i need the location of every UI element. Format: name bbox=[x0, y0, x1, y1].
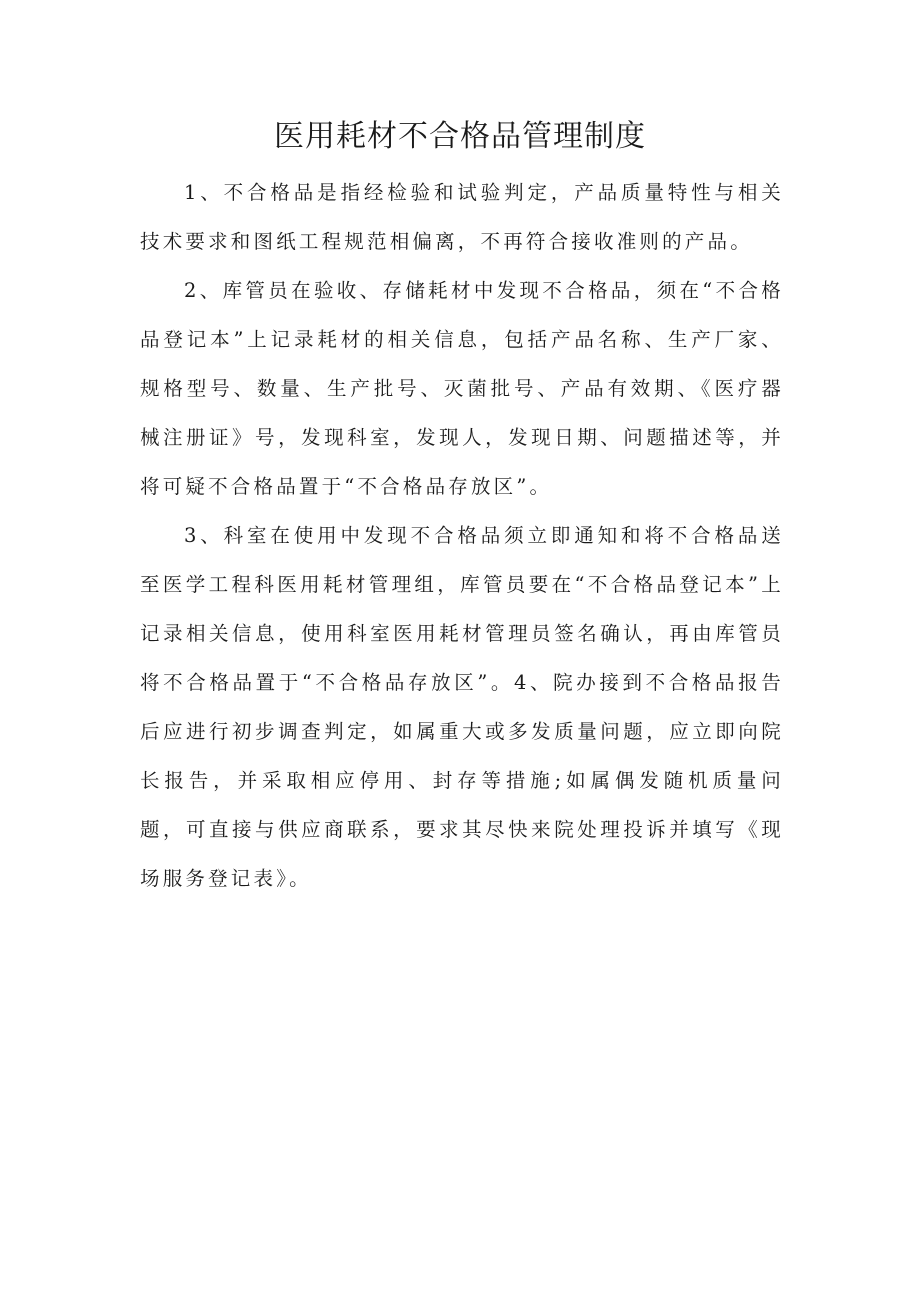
document-body bbox=[140, 168, 784, 903]
paragraph-3: 3、科室在使用中发现不合格品须立即通知和将不合格品送至医学工程科医用耗材管理组，库管员要在“不合格品登记本”上记录相关信息，使用科室医用耗材管理员签名确认，再由库管员将不合格品置于“不合格品存放区”。4、院办接到不合格品报告后应进行初步调查判定，如属重大或多发质量问题，应立即向院长报告，并采取相应停用、封存等措施;如属偶发随机质量问题，可直接与供应商联系，要求其尽快来院处理投诉并填写《现场服务登记表》。 bbox=[140, 524, 784, 890]
paragraph-1: 1、不合格品是指经检验和试验判定，产品质量特性与相关技术要求和图纸工程规范相偏离，不再符合接收准则的产品。 bbox=[140, 181, 784, 253]
paragraph-2: 2、库管员在验收、存储耗材中发现不合格品，须在“不合格品登记本”上记录耗材的相关信息，包括产品名称、生产厂家、规格型号、数量、生产批号、灭菌批号、产品有效期、《医疗器械注册证》号，发现科室，发现人，发现日期、问题描述等，并将可疑不合格品置于“不合格品存放区”。 bbox=[140, 279, 784, 498]
document-title: 医用耗材不合格品管理制度 bbox=[274, 119, 646, 154]
